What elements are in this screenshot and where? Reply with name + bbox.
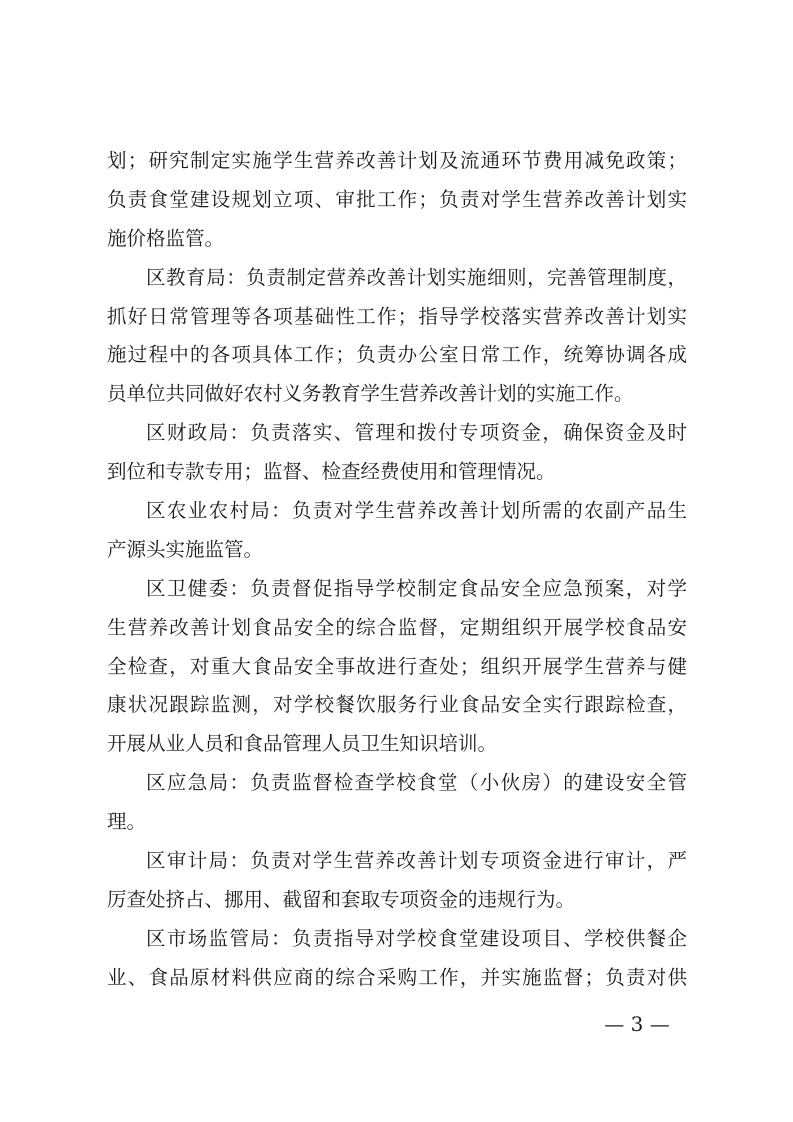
text-line: 抓好日常管理等各项基础性工作；指导学校落实营养改善计划实 — [107, 304, 687, 328]
text-line: 到位和专款专用；监督、检查经费使用和管理情况。 — [107, 460, 556, 484]
text-line: 施过程中的各项具体工作；负责办公室日常工作，统筹协调各成 — [107, 343, 687, 367]
page-number: — 3 — — [604, 1012, 670, 1036]
text-line: 划；研究制定实施学生营养改善计划及流通环节费用减免政策； — [107, 149, 687, 172]
body-text — [107, 142, 687, 998]
text-line: 厉查处挤占、挪用、截留和套取专项资金的违规行为。 — [107, 887, 576, 911]
paragraph-start-line: 区审计局：负责对学生营养改善计划专项资金进行审计，严 — [146, 849, 687, 873]
text-line: 理。 — [107, 810, 147, 834]
text-line: 员单位共同做好农村义务教育学生营养改善计划的实施工作。 — [107, 382, 634, 406]
paragraph-start-line: 区农业农村局：负责对学生营养改善计划所需的农副产品生 — [146, 499, 687, 523]
text-line: 业、食品原材料供应商的综合采购工作，并实施监督；负责对供 — [107, 965, 687, 989]
paragraph-start-line: 区教育局：负责制定营养改善计划实施细则，完善管理制度， — [146, 265, 687, 289]
text-line: 负责食堂建设规划立项、审批工作；负责对学生营养改善计划实 — [107, 187, 687, 211]
paragraph-start-line: 区财政局：负责落实、管理和拨付专项资金，确保资金及时 — [146, 421, 687, 445]
text-line: 施价格监管。 — [107, 226, 225, 250]
text-line: 产源头实施监管。 — [107, 537, 264, 561]
text-line: 康状况跟踪监测，对学校餐饮服务行业食品安全实行跟踪检查， — [107, 693, 687, 717]
text-line: 生营养改善计划食品安全的综合监督，定期组织开展学校食品安 — [107, 615, 687, 639]
paragraph-start-line: 区市场监管局：负责指导对学校食堂建设项目、学校供餐企 — [146, 926, 687, 950]
paragraph-start-line: 区卫健委：负责督促指导学校制定食品安全应急预案，对学 — [146, 576, 687, 600]
paragraph-start-line: 区应急局：负责监督检查学校食堂（小伙房）的建设安全管 — [146, 771, 687, 795]
text-line: 全检查，对重大食品安全事故进行查处；组织开展学生营养与健 — [107, 654, 687, 678]
text-line: 开展从业人员和食品管理人员卫生知识培训。 — [107, 732, 498, 756]
